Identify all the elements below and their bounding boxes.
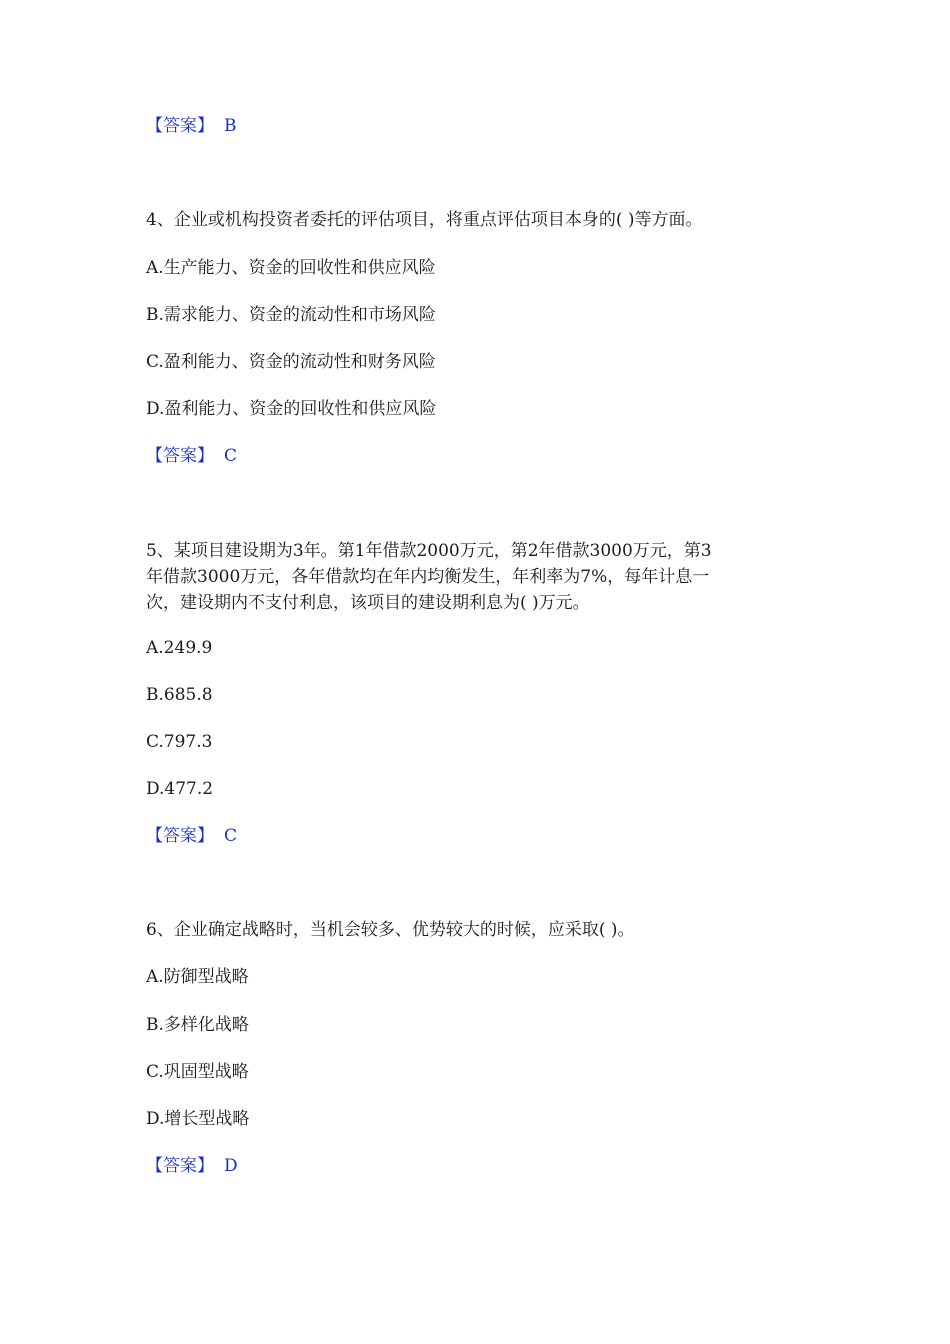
question-6-option-d: D.增长型战略 <box>146 1109 250 1129</box>
question-5-stem-line-3: 次，建设期内不支付利息，该项目的建设期利息为( )万元。 <box>146 593 590 613</box>
answer-label: 【答案】 <box>146 446 214 466</box>
answer-line-q5 <box>146 824 237 848</box>
answer-value: C <box>224 446 238 466</box>
question-5-option-a: A.249.9 <box>146 638 213 658</box>
answer-line-q3 <box>146 114 237 138</box>
answer-value: D <box>224 1156 238 1176</box>
question-6-option-c: C.巩固型战略 <box>146 1062 249 1082</box>
answer-value: C <box>224 826 238 846</box>
question-4-option-b: B.需求能力、资金的流动性和市场风险 <box>146 305 436 325</box>
question-6-option-a: A.防御型战略 <box>146 967 249 987</box>
answer-label: 【答案】 <box>146 1156 214 1176</box>
answer-label: 【答案】 <box>146 116 214 136</box>
question-5-option-b: B.685.8 <box>146 685 213 705</box>
question-4-option-a: A.生产能力、资金的回收性和供应风险 <box>146 258 436 278</box>
answer-line-q4 <box>146 444 237 468</box>
question-5-stem-line-2: 年借款3000万元，各年借款均在年内均衡发生，年利率为7%，每年计息一 <box>146 567 710 587</box>
answer-value: B <box>224 116 237 136</box>
question-4-option-d: D.盈利能力、资金的回收性和供应风险 <box>146 399 437 419</box>
question-4-option-c: C.盈利能力、资金的流动性和财务风险 <box>146 352 436 372</box>
question-6-option-b: B.多样化战略 <box>146 1015 249 1035</box>
question-6-stem: 6、企业确定战略时，当机会较多、优势较大的时候，应采取( )。 <box>146 920 635 940</box>
question-5-option-c: C.797.3 <box>146 732 213 752</box>
question-4-stem: 4、企业或机构投资者委托的评估项目，将重点评估项目本身的( )等方面。 <box>146 210 703 230</box>
answer-line-q6 <box>146 1154 238 1178</box>
question-5-option-d: D.477.2 <box>146 779 214 799</box>
question-5-stem-line-1: 5、某项目建设期为3年。第1年借款2000万元，第2年借款3000万元，第3 <box>146 541 712 561</box>
answer-label: 【答案】 <box>146 826 214 846</box>
